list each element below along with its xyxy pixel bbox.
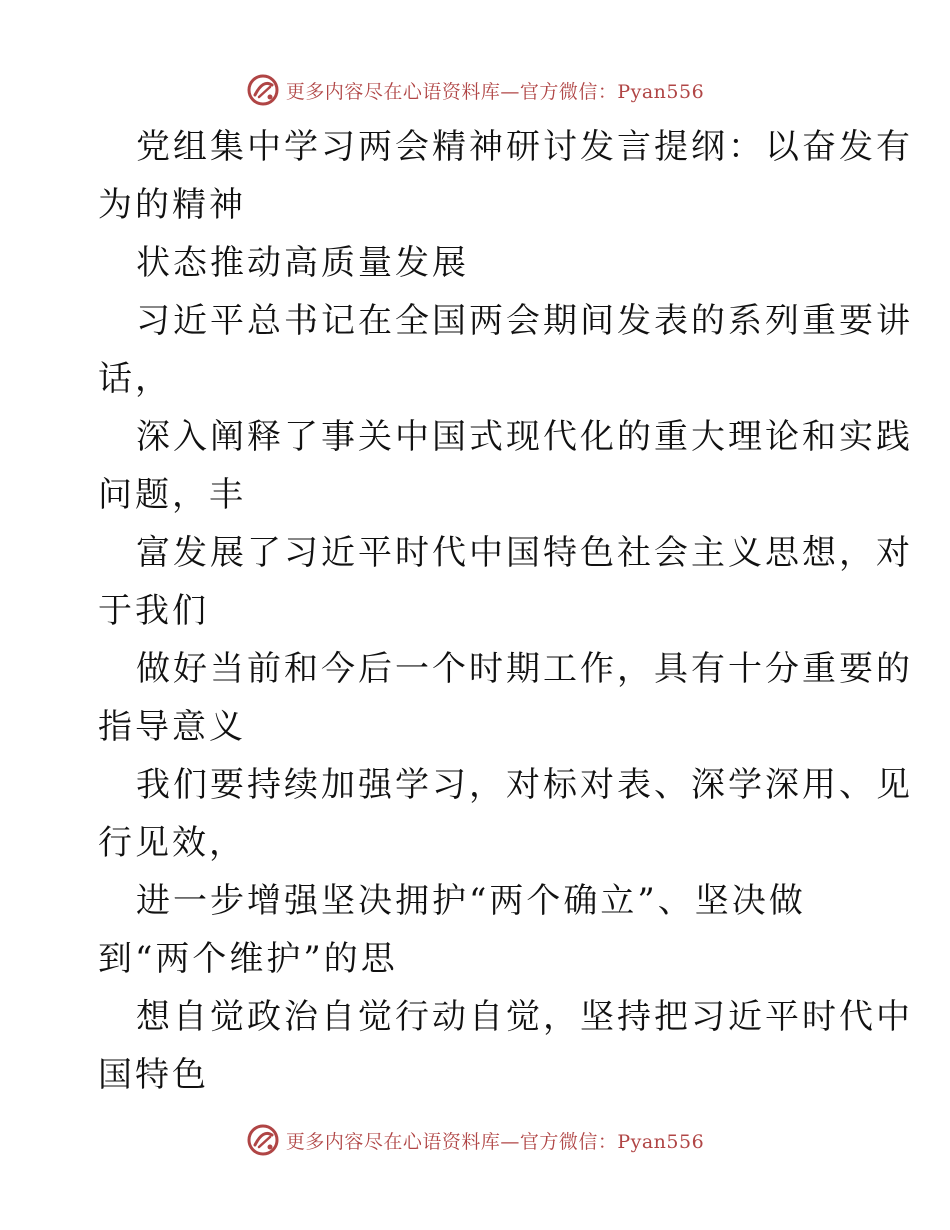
paragraph-first-line: 做好当前和今后一个时期工作，具有十分重要的: [136, 649, 913, 689]
paragraph-wrap-line: 话，: [98, 359, 172, 399]
document-body: [98, 118, 913, 1104]
paragraph-first-line: 状态推动高质量发展: [136, 243, 469, 283]
paragraph: [98, 640, 913, 756]
paragraph-subtitle: [98, 234, 858, 292]
paragraph: [98, 756, 913, 872]
paragraph-wrap-line: 为的精神: [98, 185, 246, 225]
paragraph-title: [98, 118, 913, 234]
footer-banner: [0, 1120, 950, 1160]
paragraph-first-line: 党组集中学习两会精神研讨发言提纲：以奋发有: [136, 127, 913, 167]
paragraph-first-line: 想自觉政治自觉行动自觉，坚持把习近平时代中: [136, 997, 913, 1037]
paragraph-first-line: 我们要持续加强学习，对标对表、深学深用、见: [136, 765, 913, 805]
paragraph: [98, 524, 913, 640]
seal-logo-icon: [246, 73, 280, 107]
paragraph-wrap-line: 到“两个维护”的思: [98, 939, 398, 979]
paragraph-wrap-line: 指导意义: [98, 707, 246, 747]
paragraph: [98, 408, 913, 524]
seal-logo-icon: [246, 1123, 280, 1157]
paragraph-wrap-line: 于我们: [98, 591, 209, 631]
paragraph-wrap-line: 问题，丰: [98, 475, 246, 515]
paragraph-first-line: 富发展了习近平时代中国特色社会主义思想，对: [136, 533, 913, 573]
paragraph-wrap-line: 行见效，: [98, 823, 246, 863]
paragraph: [98, 988, 913, 1104]
paragraph-wrap-line: 国特色: [98, 1055, 209, 1095]
paragraph-first-line: 进一步增强坚决拥护“两个确立”、坚决做: [136, 881, 806, 921]
paragraph: [98, 292, 913, 408]
paragraph-first-line: 习近平总书记在全国两会期间发表的系列重要讲: [136, 301, 913, 341]
header-banner-text: 更多内容尽在心语资料库—官方微信：Pyan556: [285, 80, 705, 103]
header-banner: [0, 70, 950, 110]
paragraph: [98, 872, 858, 988]
footer-banner-text: 更多内容尽在心语资料库—官方微信：Pyan556: [285, 1130, 705, 1153]
paragraph-first-line: 深入阐释了事关中国式现代化的重大理论和实践: [136, 417, 913, 457]
